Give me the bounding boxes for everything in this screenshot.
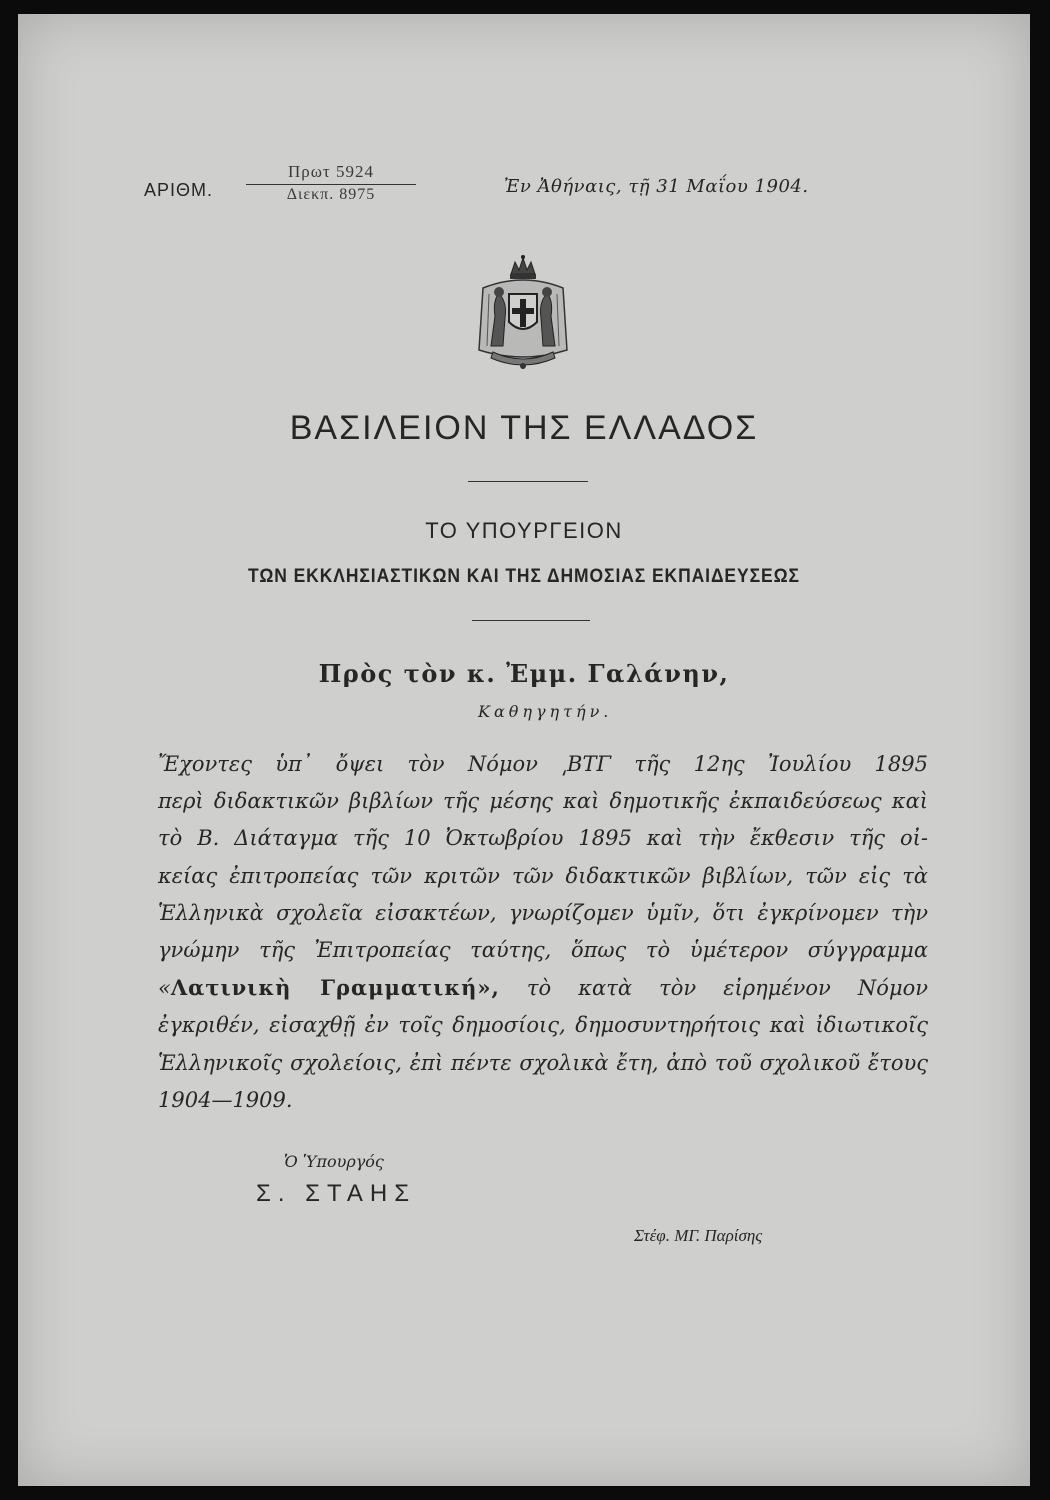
body-line-book-title (158, 969, 928, 1007)
letter-body (158, 746, 928, 1119)
body-line: ἐγκριθέν, εἰσαχθῇ ἐν τοῖς δημοσίοις, δημοσυντηρήτοις καὶ ἰδιωτικοῖς (158, 1013, 928, 1038)
addressee-name: Πρὸς τὸν κ. Ἐμμ. Γαλάνην, (318, 659, 730, 688)
body-line-rest: τὸ κατὰ τὸν εἰρημένον Νόμον (499, 976, 929, 1001)
body-line: γνώμην τῆς Ἐπιτροπείας ταύτης, ὅπως τὸ ὑμέτερον σύγγραμμα (158, 938, 928, 963)
document-page (18, 14, 1030, 1486)
body-line: Ἑλληνικοῖς σχολείοις, ἐπὶ πέντε σχολικὰ ἔτη, ἀπὸ τοῦ σχολικοῦ ἔτους (158, 1050, 928, 1075)
body-line: Ἑλληνικὰ σχολεῖα εἰσακτέων, γνωρίζομεν ὑμῖν, ὅτι ἐγκρίνομεν τὴν (158, 900, 928, 925)
document-date: Ἐν Ἀθήναις, τῇ 31 Μαΐου 1904. (504, 176, 809, 197)
book-title: Λατινικὴ Γραμματική», (170, 975, 500, 1001)
fraction-rule (246, 184, 416, 185)
minister-label: Ὁ Ὑπουργός (284, 1152, 384, 1171)
body-line: τὸ Β. Διάταγμα τῆς 10 Ὀκτωβρίου 1895 καὶ τὴν ἔκθεσιν τῆς οἰ- (158, 826, 928, 851)
body-line: Ἔχοντες ὑπ᾽ ὄψει τὸν Νόμον ͵ΒΤΓ τῆς 12ης Ἰουλίου 1895 (158, 752, 928, 776)
royal-coat-of-arms-icon (473, 254, 573, 372)
body-line: 1904—1909. (158, 1087, 293, 1112)
ministry-heading: ΤΟ ΥΠΟΥΡΓΕΙΟΝ (425, 518, 623, 543)
quote-open: « (158, 976, 171, 1001)
heading-divider-top (468, 481, 588, 482)
kingdom-heading: ΒΑΣΙΛΕΙΟΝ ΤΗΣ ΕΛΛΑΔΟΣ (289, 409, 759, 447)
addressee-title: Καθηγητήν. (478, 702, 613, 721)
dispatch-number: Διεκπ. 8975 (286, 186, 376, 203)
ministry-subheading: ΤΩΝ ΕΚΚΛΗΣΙΑΣΤΙΚΩΝ ΚΑΙ ΤΗΣ ΔΗΜΟΣΙΑΣ ΕΚΠΑΙΔΕΥΣΕΩΣ (248, 566, 800, 587)
reference-label: ΑΡΙΘΜ. (144, 180, 214, 200)
body-line: περὶ διδακτικῶν βιβλίων τῆς μέσης καὶ δημοτικῆς ἐκπαιδεύσεως καὶ (158, 789, 928, 814)
minister-signature: Σ. ΣΤΑΗΣ (256, 1180, 417, 1207)
secretary-signature: Στέφ. ΜΓ. Παρίσης (634, 1226, 763, 1245)
protocol-number: Πρωτ 5924 (287, 162, 375, 181)
reference-fraction (246, 162, 416, 204)
heading-divider-bottom (472, 620, 590, 621)
body-line: κείας ἐπιτροπείας τῶν κριτῶν τῶν διδακτικῶν βιβλίων, τῶν εἰς τὰ (158, 863, 928, 888)
